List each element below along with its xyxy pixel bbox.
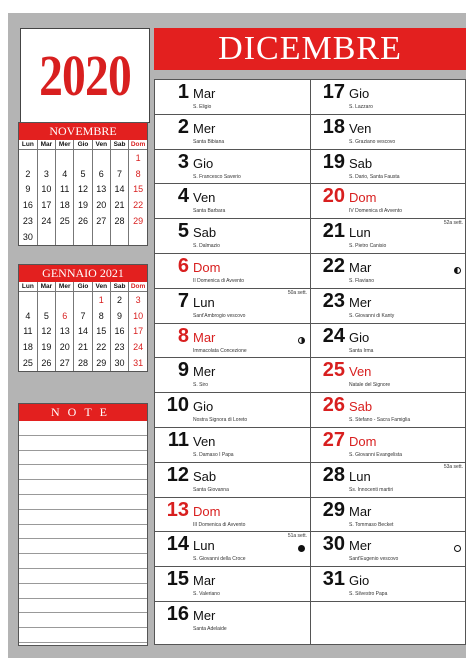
saint-name: S. Giovanni di Kanty	[349, 312, 395, 319]
date-cell: 20	[92, 197, 110, 213]
day-number: 9	[177, 359, 189, 382]
date-cell: 28	[74, 355, 92, 371]
day-name: Mer	[349, 294, 372, 310]
date-cell: 25	[56, 213, 74, 229]
day-number: 12	[166, 463, 189, 486]
date-cell: 14	[110, 182, 128, 198]
day-row	[155, 393, 310, 428]
day-row	[155, 80, 310, 115]
note-line	[19, 539, 147, 554]
note-line	[19, 495, 147, 510]
day-row	[311, 80, 466, 115]
date-cell: 16	[19, 197, 37, 213]
day-number: 15	[166, 568, 189, 591]
day-name: Lun	[193, 294, 215, 310]
saint-name: S. Damaso I Papa	[193, 451, 234, 458]
day-row	[311, 358, 466, 393]
day-number: 19	[322, 150, 345, 173]
day-number: 1	[177, 81, 189, 103]
saint-name: Natale del Signore	[349, 382, 391, 389]
day-number: 26	[322, 394, 345, 417]
date-cell: 27	[92, 213, 110, 229]
saint-name: S. Flaviano	[349, 277, 375, 284]
day-name: Gio	[349, 573, 370, 589]
note-line	[19, 569, 147, 584]
date-cell: 30	[110, 355, 128, 371]
day-number: 20	[322, 185, 345, 208]
day-number: 4	[177, 185, 189, 208]
saint-name: Sant'Eugenio vescovo	[349, 556, 399, 563]
saint-name: S. Tommaso Becket	[349, 521, 394, 528]
saint-name: II Domenica di Avvento	[193, 277, 245, 284]
saint-name: S. Silvestro Papa	[349, 591, 388, 598]
date-cell: 12	[37, 324, 55, 340]
date-cell	[56, 150, 74, 166]
date-cell: 1	[92, 292, 110, 308]
day-number: 25	[322, 359, 345, 382]
day-row	[155, 532, 310, 567]
day-name: Mar	[349, 259, 372, 275]
days-column-right	[310, 80, 466, 644]
weekday-header: Sab	[110, 140, 128, 150]
week-number: 50a sett.	[287, 289, 307, 296]
saint-name: Nostra Signora di Loreto	[193, 417, 248, 424]
date-cell: 28	[110, 213, 128, 229]
date-cell: 19	[37, 339, 55, 355]
date-cell: 31	[133, 358, 144, 369]
saint-name: Immacolata Concezione	[193, 347, 247, 354]
day-name: Lun	[349, 468, 371, 484]
date-cell: 21	[110, 197, 128, 213]
date-cell	[92, 229, 110, 245]
date-cell: 2	[19, 166, 37, 182]
date-cell: 19	[74, 197, 92, 213]
date-cell: 4	[19, 308, 37, 324]
date-cell: 18	[56, 197, 74, 213]
date-cell: 5	[74, 166, 92, 182]
date-cell: 20	[56, 339, 74, 355]
day-number: 8	[177, 324, 189, 347]
weekday-header: Mar	[37, 282, 55, 292]
week-number: 53a sett.	[443, 463, 463, 470]
date-cell: 11	[19, 324, 37, 340]
day-row	[155, 254, 310, 289]
note-line	[19, 465, 147, 480]
date-cell	[56, 292, 74, 308]
saint-name: S. Graziano vescovo	[349, 138, 396, 145]
day-name: Lun	[193, 538, 215, 554]
day-number: 22	[322, 254, 345, 277]
date-cell	[110, 150, 128, 166]
date-cell	[129, 229, 147, 245]
day-name: Gio	[349, 329, 370, 345]
day-row	[311, 150, 466, 185]
saint-name: S. Valeriano	[193, 591, 220, 598]
date-cell: 12	[74, 182, 92, 198]
note-line	[19, 525, 147, 540]
weekday-header: Sab	[110, 282, 128, 292]
date-cell: 8	[92, 308, 110, 324]
saint-name: S. Siro	[193, 382, 209, 389]
date-cell: 22	[133, 200, 144, 211]
date-cell	[92, 150, 110, 166]
date-cell: 22	[92, 339, 110, 355]
day-name: Mer	[193, 364, 216, 380]
date-cell	[74, 150, 92, 166]
note-line	[19, 628, 147, 643]
date-cell: 15	[133, 184, 144, 195]
day-number: 10	[166, 394, 189, 417]
day-name: Gio	[193, 155, 214, 171]
day-name: Lun	[349, 225, 371, 241]
date-cell	[74, 229, 92, 245]
date-cell	[19, 150, 37, 166]
saint-name: Santa Bibiana	[193, 138, 225, 145]
weekday-header: Ven	[92, 140, 110, 150]
day-row	[155, 150, 310, 185]
day-name: Dom	[349, 190, 377, 206]
day-row	[155, 602, 310, 637]
saint-name: Santa Barbara	[193, 208, 226, 215]
saint-name: Santa Irma	[349, 347, 374, 354]
date-cell	[37, 150, 55, 166]
day-row	[155, 324, 310, 359]
day-name: Mer	[193, 120, 216, 136]
day-name: Mer	[193, 607, 216, 623]
date-cell: 14	[74, 324, 92, 340]
date-cell: 9	[19, 182, 37, 198]
saint-name: Santa Adelaide	[193, 625, 227, 632]
day-name: Mar	[193, 86, 216, 101]
saint-name: III Domenica di Avvento	[193, 521, 246, 528]
day-row	[311, 184, 466, 219]
saint-name: Ss. Innocenti martiri	[349, 486, 394, 493]
date-cell: 2	[110, 292, 128, 308]
mini-calendar-table	[19, 282, 147, 371]
date-cell: 24	[37, 213, 55, 229]
saint-name: S. Giovanni della Croce	[193, 556, 246, 563]
days-grid	[154, 79, 466, 645]
weekday-header: Lun	[19, 282, 37, 292]
date-cell	[110, 229, 128, 245]
day-row	[155, 289, 310, 324]
day-row	[311, 428, 466, 463]
day-name: Sab	[193, 468, 217, 484]
saint-name: S. Francesco Saverio	[193, 173, 241, 180]
date-cell: 7	[74, 308, 92, 324]
note-line	[19, 613, 147, 628]
day-name: Mar	[349, 503, 372, 519]
saint-name: IV Domenica di Avvento	[349, 208, 402, 215]
day-number: 30	[322, 533, 345, 556]
day-number: 17	[322, 81, 345, 103]
day-name: Sab	[193, 225, 217, 241]
date-cell: 26	[37, 355, 55, 371]
mini-calendar-january	[18, 264, 148, 372]
weekday-header: Gio	[74, 282, 92, 292]
date-cell: 3	[37, 166, 55, 182]
date-cell: 24	[133, 342, 144, 353]
date-cell: 10	[37, 182, 55, 198]
date-cell: 7	[110, 166, 128, 182]
day-name: Gio	[193, 399, 214, 415]
date-cell: 17	[133, 326, 144, 337]
year-label: 2020	[39, 43, 131, 108]
week-number: 51a sett.	[287, 533, 307, 540]
weekday-header: Mer	[56, 282, 74, 292]
weekday-header: Gio	[74, 140, 92, 150]
day-name: Sab	[349, 399, 373, 415]
day-row	[155, 358, 310, 393]
day-number: 31	[322, 568, 345, 591]
day-row	[311, 393, 466, 428]
saint-name: S. Pietro Canisio	[349, 243, 387, 250]
day-row	[155, 428, 310, 463]
month-title: DICEMBRE	[218, 30, 402, 67]
date-cell: 9	[110, 308, 128, 324]
date-cell	[74, 292, 92, 308]
note-line	[19, 436, 147, 451]
day-number: 16	[166, 602, 189, 625]
date-cell: 1	[135, 152, 141, 163]
day-number: 21	[322, 220, 345, 243]
day-name: Mer	[349, 538, 372, 554]
date-cell: 3	[135, 294, 141, 305]
saint-name: Santa Giovanna	[193, 486, 229, 493]
weekday-header: Dom	[129, 282, 147, 292]
day-row	[155, 184, 310, 219]
note-line	[19, 584, 147, 599]
day-name: Ven	[349, 120, 372, 136]
day-row	[311, 254, 466, 289]
day-name: Ven	[193, 190, 216, 206]
date-cell: 15	[92, 324, 110, 340]
note-line	[19, 451, 147, 466]
mini-calendar-title: GENNAIO 2021	[19, 265, 147, 282]
date-cell: 17	[37, 197, 55, 213]
day-row	[155, 567, 310, 602]
date-cell: 6	[56, 308, 74, 324]
day-number: 23	[322, 289, 345, 312]
date-cell	[19, 292, 37, 308]
weekday-header: Ven	[92, 282, 110, 292]
date-cell: 10	[133, 310, 144, 321]
day-number: 5	[177, 220, 189, 243]
day-row	[311, 289, 466, 324]
date-cell: 25	[19, 355, 37, 371]
date-cell: 5	[37, 308, 55, 324]
moon-phase-icon	[454, 545, 461, 552]
week-number: 52a sett.	[443, 220, 463, 227]
day-number: 28	[322, 463, 345, 486]
weekday-header: Mar	[37, 140, 55, 150]
day-number: 3	[177, 150, 189, 173]
note-line	[19, 421, 147, 436]
note-line	[19, 599, 147, 614]
note-line	[19, 480, 147, 495]
date-cell: 23	[19, 213, 37, 229]
saint-name: S. Dario, Santa Fausta	[349, 173, 400, 180]
notes-box	[18, 403, 148, 646]
weekday-header: Mer	[56, 140, 74, 150]
date-cell: 30	[19, 229, 37, 245]
mini-calendar-november	[18, 122, 148, 246]
day-number: 18	[322, 115, 345, 138]
day-number: 14	[166, 533, 189, 556]
mini-calendar-title: NOVEMBRE	[19, 123, 147, 140]
day-number: 7	[177, 289, 189, 312]
moon-phase-icon	[298, 337, 305, 344]
day-row	[155, 219, 310, 254]
day-name: Ven	[349, 364, 372, 380]
saint-name: S. Eligio	[193, 104, 212, 110]
day-name: Dom	[193, 259, 221, 275]
date-cell: 11	[56, 182, 74, 198]
day-name: Ven	[193, 433, 216, 449]
date-cell: 8	[135, 168, 141, 179]
day-name: Mar	[193, 573, 216, 589]
day-name: Dom	[193, 503, 221, 519]
day-row	[155, 463, 310, 498]
empty-day-row	[311, 602, 466, 637]
mini-calendar-table	[19, 140, 147, 245]
day-name: Gio	[349, 86, 370, 101]
day-number: 27	[322, 428, 345, 451]
day-name: Sab	[349, 155, 373, 171]
date-cell: 29	[92, 355, 110, 371]
month-header	[154, 28, 466, 70]
day-name: Mar	[193, 329, 216, 345]
date-cell: 13	[92, 182, 110, 198]
saint-name: S. Giovanni Evangelista	[349, 451, 403, 458]
day-number: 13	[166, 498, 189, 521]
day-row	[311, 115, 466, 150]
days-column-left	[155, 80, 310, 637]
date-cell: 6	[92, 166, 110, 182]
weekday-header: Lun	[19, 140, 37, 150]
saint-name: S. Dalmazio	[193, 243, 220, 250]
day-number: 29	[322, 498, 345, 521]
date-cell: 29	[133, 216, 144, 227]
date-cell	[56, 229, 74, 245]
saint-name: S. Lazzaro	[349, 104, 373, 110]
day-number: 2	[177, 115, 189, 138]
day-number: 24	[322, 324, 345, 347]
day-row	[311, 567, 466, 602]
note-line	[19, 554, 147, 569]
day-number: 6	[177, 254, 189, 277]
day-number: 11	[167, 428, 189, 451]
year-box	[20, 28, 150, 123]
date-cell: 27	[56, 355, 74, 371]
day-row	[311, 219, 466, 254]
date-cell: 16	[110, 324, 128, 340]
date-cell: 23	[110, 339, 128, 355]
day-row	[311, 498, 466, 533]
moon-phase-icon	[454, 267, 461, 274]
date-cell: 4	[56, 166, 74, 182]
day-row	[311, 532, 466, 567]
date-cell	[37, 229, 55, 245]
note-line	[19, 510, 147, 525]
saint-name: Sant'Ambrogio vescovo	[193, 312, 246, 319]
day-name: Dom	[349, 433, 377, 449]
date-cell: 21	[74, 339, 92, 355]
day-row	[155, 498, 310, 533]
date-cell: 26	[74, 213, 92, 229]
date-cell	[37, 292, 55, 308]
saint-name: S. Stefano - Sacra Famiglia	[349, 417, 411, 424]
moon-phase-icon	[298, 545, 305, 552]
date-cell: 13	[56, 324, 74, 340]
weekday-header: Dom	[129, 140, 147, 150]
day-row	[311, 463, 466, 498]
notes-title: NOTE	[19, 404, 147, 421]
day-row	[311, 324, 466, 359]
day-row	[155, 115, 310, 150]
date-cell: 18	[19, 339, 37, 355]
